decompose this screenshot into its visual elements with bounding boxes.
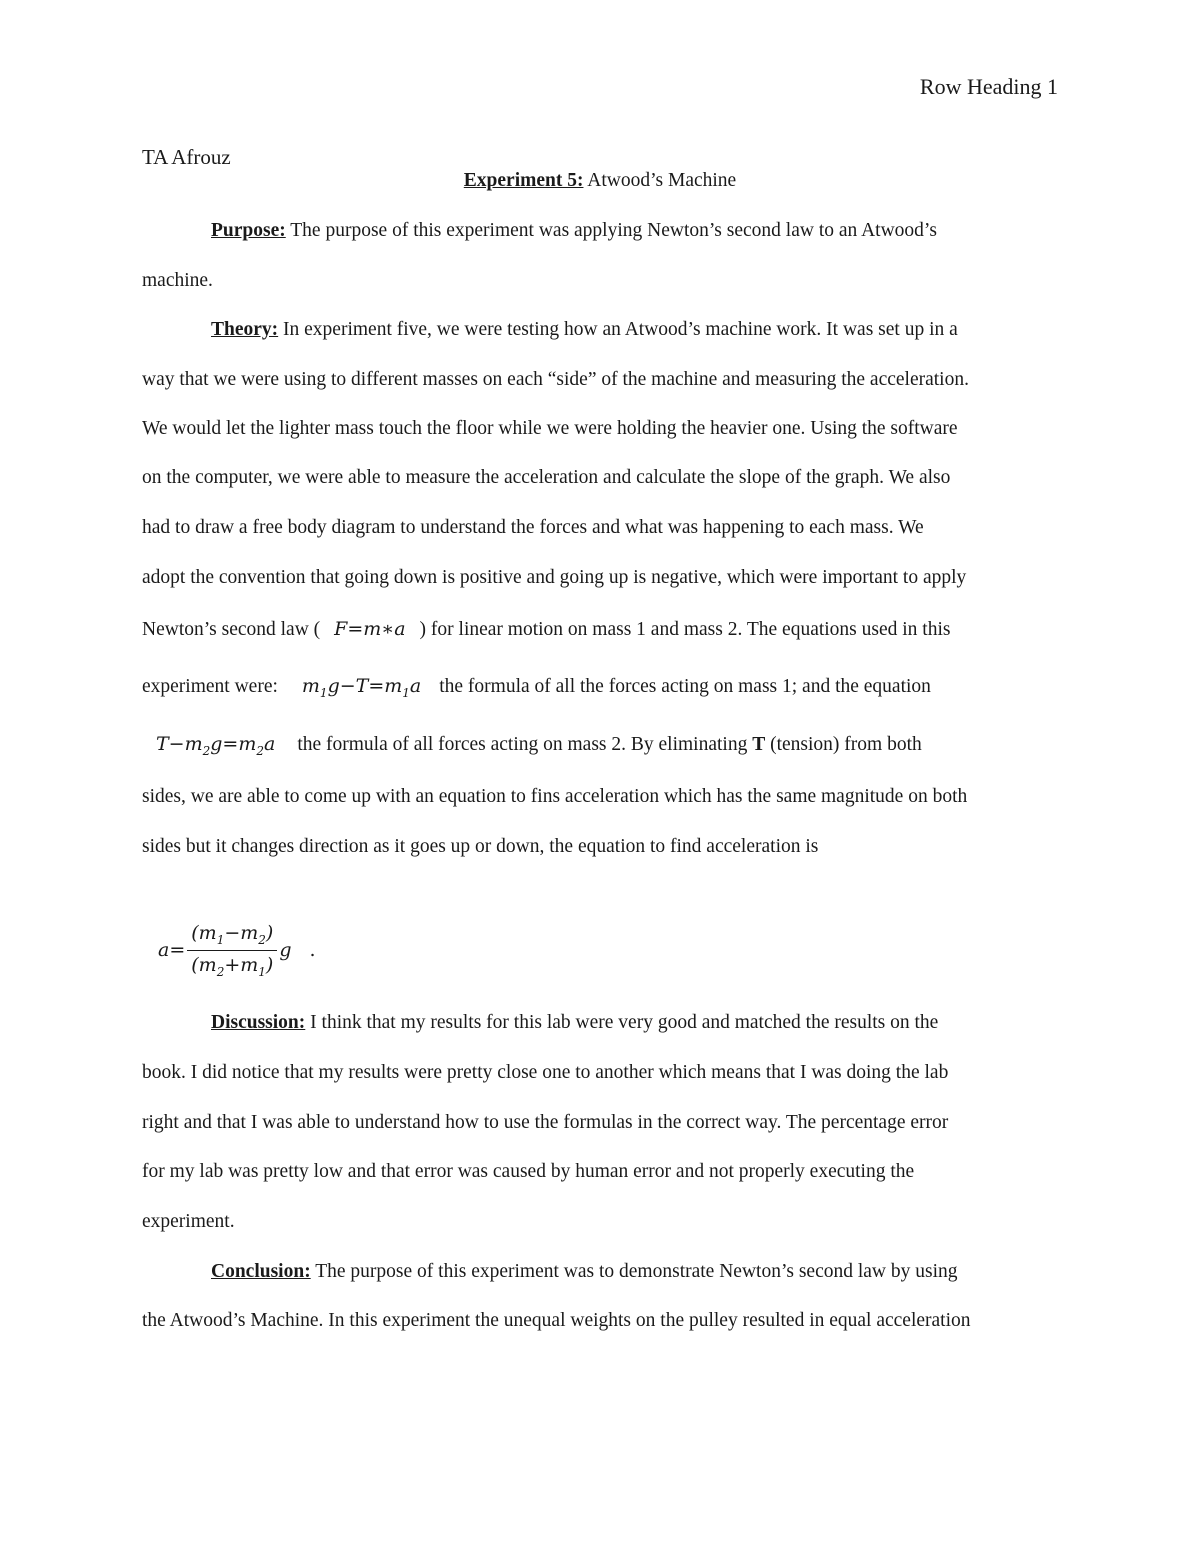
theory-line-2: way that we were using to different masses on each “side” of the machine and measuring the acceleration. [142, 369, 969, 390]
title-text: Atwood’s Machine [583, 170, 737, 191]
discussion-text: I think that my results for this lab were very good and matched the results on the [305, 1012, 939, 1033]
discussion-line-5: experiment. [142, 1211, 235, 1232]
theory-label: Theory: [211, 319, 279, 340]
newton-law-equation: F=m∗a [334, 618, 406, 640]
document-title [0, 170, 1200, 192]
equation-numerator: $(m_1-m_2)$ [187, 922, 277, 951]
conclusion-line-1 [211, 1261, 958, 1283]
theory-line-7 [142, 618, 950, 641]
conclusion-line-2: the Atwood’s Machine. In this experiment the unequal weights on the pulley resulted in equal acceleration [142, 1310, 971, 1331]
theory-line-8-end: the formula of all the forces acting on mass 1; and the equation [439, 676, 931, 697]
tension-symbol: T [752, 734, 766, 755]
purpose-line-2: machine. [142, 270, 213, 291]
conclusion-text: The purpose of this experiment was to demonstrate Newton’s second law by using [310, 1261, 958, 1282]
theory-line-11: sides but it changes direction as it goes up or down, the equation to find acceleration is [142, 836, 819, 857]
theory-line-1 [211, 319, 958, 341]
theory-line-8-start: experiment were: [142, 676, 278, 697]
discussion-line-1 [211, 1012, 938, 1034]
theory-line-4: on the computer, we were able to measure the acceleration and calculate the slope of the graph. We also [142, 467, 951, 488]
theory-line-7-start: Newton’s second law ( [142, 619, 321, 640]
discussion-line-4: for my lab was pretty low and that error was caused by human error and not properly executing the [142, 1161, 915, 1182]
theory-line-5: had to draw a free body diagram to understand the forces and what was happening to each mass. We [142, 517, 924, 538]
theory-line-9-end: (tension) from both [770, 734, 922, 755]
discussion-line-2: book. I did notice that my results were pretty close one to another which means that I was doing the lab [142, 1062, 949, 1083]
ta-name: TA Afrouz [142, 145, 231, 169]
purpose-text: The purpose of this experiment was applying Newton’s second law to an Atwood’s [285, 220, 937, 241]
theory-line-9-start: the formula of all forces acting on mass 2. By eliminating [297, 734, 748, 755]
discussion-line-3: right and that I was able to understand how to use the formulas in the correct way. The percentage error [142, 1112, 949, 1133]
theory-line-7-end: ) for linear motion on mass 1 and mass 2. The equations used in this [419, 619, 951, 640]
equation-period: . [309, 939, 316, 962]
running-head: Row Heading 1 [919, 74, 1058, 99]
conclusion-label: Conclusion: [211, 1261, 311, 1282]
theory-text: In experiment five, we were testing how an Atwood’s machine work. It was set up in a [278, 319, 958, 340]
title-label: Experiment 5: [463, 170, 584, 191]
mass1-force-equation: $m_1g-T=m_1a$ [301, 675, 422, 700]
theory-line-9 [142, 733, 922, 758]
discussion-label: Discussion: [211, 1012, 306, 1033]
equation-denominator: $(m_2+m_1)$ [191, 953, 274, 979]
theory-line-10: sides, we are able to come up with an equation to fins acceleration which has the same magnitude on both [142, 786, 968, 807]
purpose-label: Purpose: [211, 220, 286, 241]
theory-line-6: adopt the convention that going down is positive and going up is negative, which were important to apply [142, 567, 967, 588]
theory-line-3: We would let the lighter mass touch the floor while we were holding the heavier one. Using the software [142, 418, 958, 439]
theory-line-8 [142, 675, 931, 700]
purpose-line-1 [211, 220, 937, 242]
acceleration-equation: a= $\frac{(m_1-m_2)}{(m_2+m_1)}$ g . [158, 922, 316, 979]
mass2-force-equation: $T-m_2g=m_2a$ [156, 733, 276, 758]
